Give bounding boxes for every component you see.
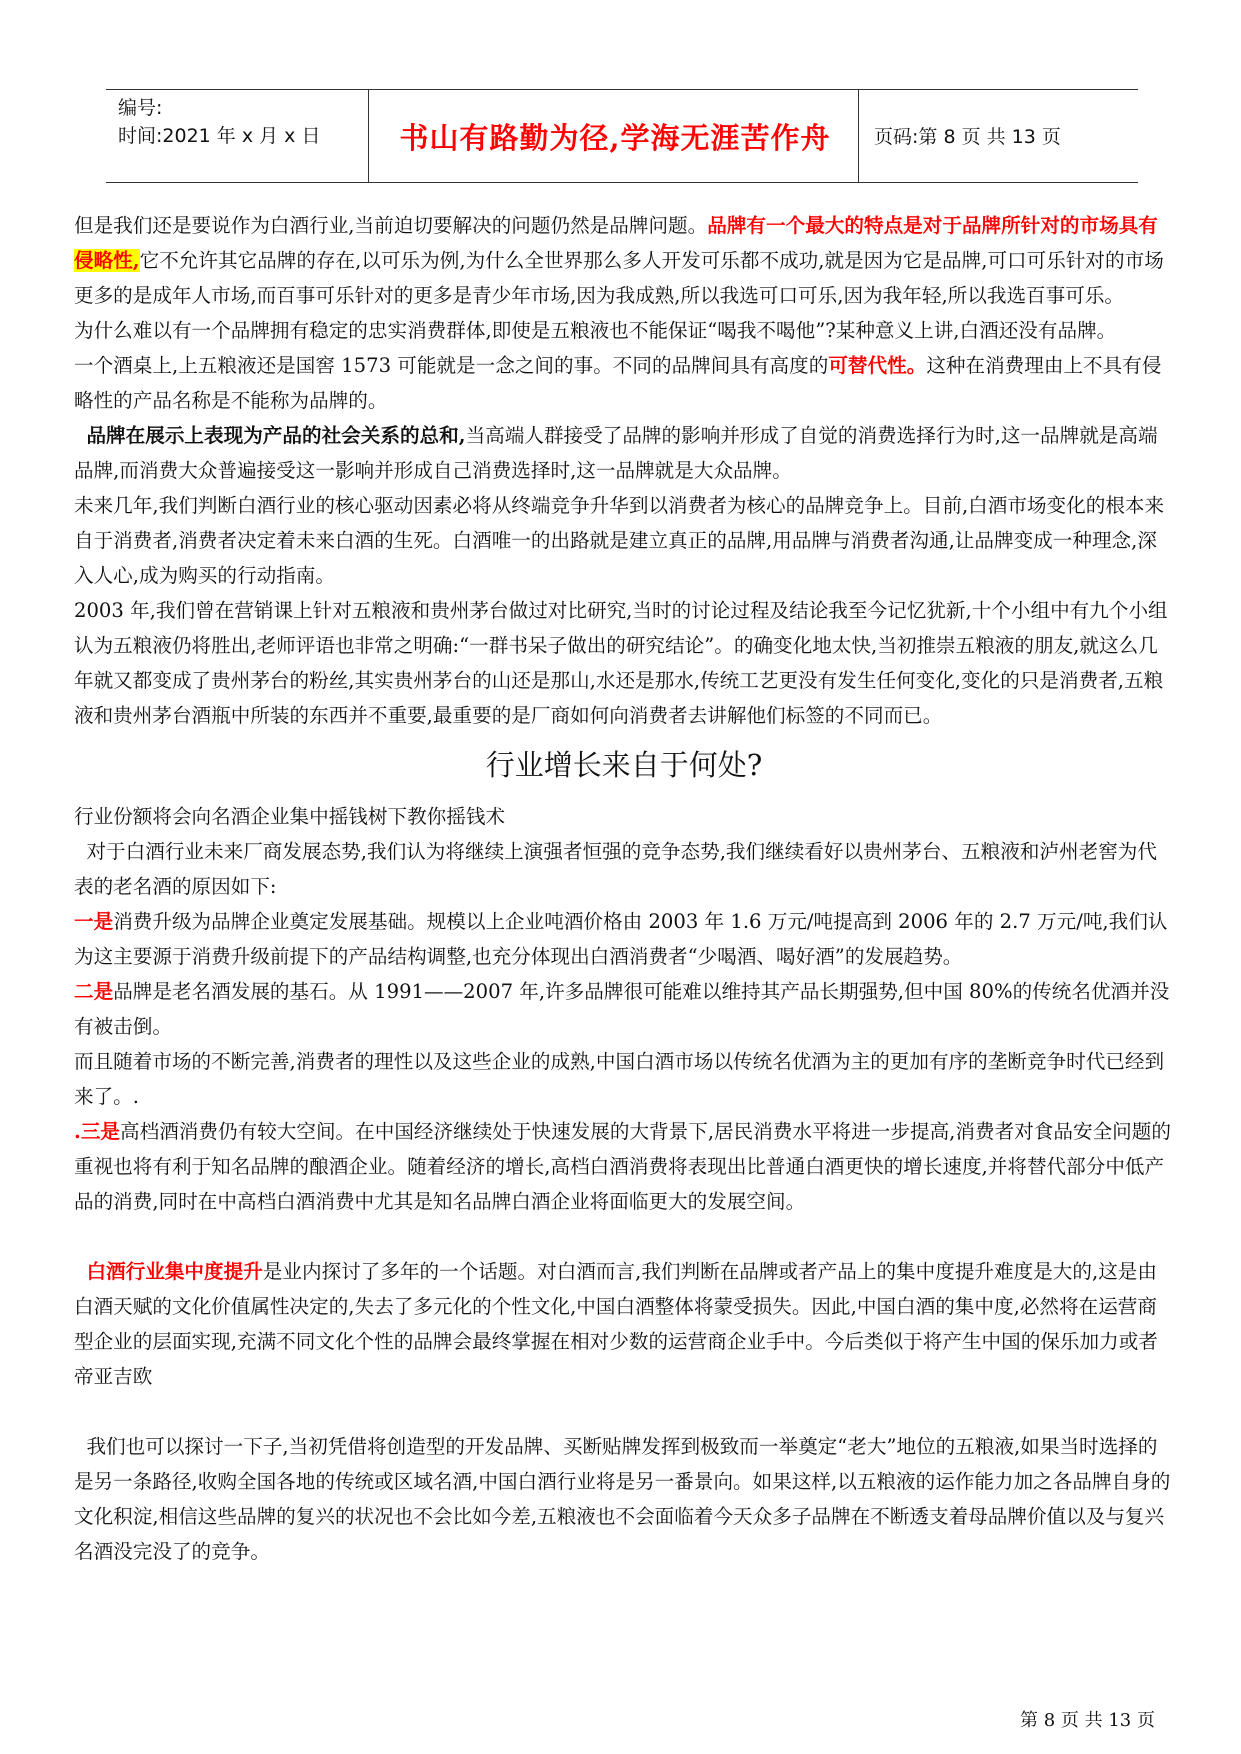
paragraph [74, 904, 1174, 974]
bold-text: 品牌在展示上表现为产品的社会关系的总和, [86, 424, 466, 447]
spacer [74, 1394, 1174, 1429]
text: 这种在消费理由上不具有侵略性的产品名称是不能称为品牌的。 [74, 354, 1162, 412]
section-heading: 行业增长来自于何处? [485, 748, 763, 782]
paragraph: 未来几年,我们判断白酒行业的核心驱动因素必将从终端竞争升华到以消费者为核心的品牌竞争上。目前,白酒市场变化的根本来自于消费者,消费者决定着未来白酒的生死。白酒唯一的出路就是建立真正的品牌,用品牌与消费者沟通,让品牌变成一种理念,深入人心,成为购买的行动指南。 [74, 494, 1165, 587]
spacer [74, 1219, 1174, 1254]
emphasis-text: 可替代性。 [828, 354, 927, 377]
text: 是业内探讨了多年的一个话题。对白酒而言,我们判断在品牌或者产品上的集中度提升难度是大的,这是由白酒天赋的文化价值属性决定的,失去了多元化的个性文化,中国白酒整体将蒙受损失。因此,中国白酒的集中度,必然将在运营商型企业的层面实现,充满不同文化个性的品牌会最终掌握在相对少数的运营商企业手中。今后类似于将产生中国的保乐加力或者帝亚吉欧 [74, 1260, 1158, 1388]
header-divider [368, 90, 369, 182]
document-body [74, 208, 1174, 1569]
highlighted-text: 侵略性, [74, 249, 140, 272]
text: 一个酒桌上,上五粮液还是国窖 1573 可能就是一念之间的事。不同的品牌间具有高度的 [74, 354, 829, 377]
text: 它不允许其它品牌的存在,以可乐为例,为什么全世界那么多人开发可乐都不成功,就是因为它是品牌,可口可乐针对的市场更多的是成年人市场,而百事可乐针对的更多是青少年市场,因为我成熟,所以我选可口可乐,因为我年轻,所以我选百事可乐。 [74, 249, 1164, 307]
paragraph [74, 974, 1174, 1044]
text: 品牌是老名酒发展的基石。从 1991——2007 年,许多品牌很可能难以维持其产品长期强势,但中国 80%的传统名优酒并没有被击倒。 [74, 980, 1170, 1038]
document-number-label: 编号: [118, 97, 163, 119]
page-footer: 第 8 页 共 13 页 [1020, 1710, 1155, 1731]
emphasis-text: 白酒行业集中度提升 [86, 1260, 263, 1283]
text: 对于白酒行业未来厂商发展态势,我们认为将继续上演强者恒强的竞争态势,我们继续看好以贵州茅台、五粮液和泸州老窖为代表的老名酒的原因如下: [74, 840, 1157, 898]
header-meta [118, 94, 320, 150]
header-page-info: 页码:第 8 页 共 13 页 [874, 126, 1061, 148]
emphasis-text: .三是 [74, 1120, 121, 1143]
paragraph [74, 348, 1174, 418]
paragraph [74, 1254, 1174, 1394]
paragraph [74, 1429, 1174, 1569]
paragraph: 行业份额将会向名酒企业集中摇钱树下教你摇钱术 [74, 805, 506, 828]
text: 消费升级为品牌企业奠定发展基础。规模以上企业吨酒价格由 2003 年 1.6 万元/吨提高到 2006 年的 2.7 万元/吨,我们认为这主要源于消费升级前提下的产品结构调整,也充分体现出白酒消费者“少喝酒、喝好酒”的发展趋势。 [74, 910, 1168, 968]
paragraph: 2003 年,我们曾在营销课上针对五粮液和贵州茅台做过对比研究,当时的讨论过程及结论我至今记忆犹新,十个小组中有九个小组认为五粮液仍将胜出,老师评语也非常之明确:“一群书呆子做出的研究结论”。的确变化地太快,当初推崇五粮液的朋友,就这么几年就又都变成了贵州茅台的粉丝,其实贵州茅台的山还是那山,水还是那水,传统工艺更没有发生任何变化,变化的只是消费者,五粮液和贵州茅台酒瓶中所装的东西并不重要,最重要的是厂商如何向消费者去讲解他们标签的不同而已。 [74, 599, 1168, 727]
text: 我们也可以探讨一下子,当初凭借将创造型的开发品牌、买断贴牌发挥到极致而一举奠定“老大”地位的五粮液,如果当时选择的是另一条路径,收购全国各地的传统或区域名酒,中国白酒行业将是另一番景向。如果这样,以五粮液的运作能力加之各品牌自身的文化积淀,相信这些品牌的复兴的状况也不会比如今差,五粮液也不会面临着今天众多子品牌在不断透支着母品牌价值以及与复兴名酒没完没了的竞争。 [74, 1435, 1171, 1563]
emphasis-text: 二是 [74, 980, 114, 1003]
paragraph [74, 1114, 1174, 1219]
paragraph [74, 834, 1174, 904]
paragraph [74, 208, 1174, 313]
document-time-label: 时间:2021 年 x 月 x 日 [118, 125, 321, 147]
page-header [106, 89, 1138, 183]
paragraph: 而且随着市场的不断完善,消费者的理性以及这些企业的成熟,中国白酒市场以传统名优酒为主的更加有序的垄断竞争时代已经到来了。. [74, 1050, 1165, 1108]
text: 但是我们还是要说作为白酒行业,当前迫切要解决的问题仍然是品牌问题。 [74, 214, 708, 237]
text: 当高端人群接受了品牌的影响并形成了自觉的消费选择行为时,这一品牌就是高端品牌,而消费大众普遍接受这一影响并形成自己消费选择时,这一品牌就是大众品牌。 [74, 424, 1158, 482]
header-motto: 书山有路勤为径,学海无涯苦作舟 [399, 121, 831, 155]
header-divider [858, 90, 859, 182]
paragraph: 为什么难以有一个品牌拥有稳定的忠实消费群体,即使是五粮液也不能保证“喝我不喝他”?某种意义上讲,白酒还没有品牌。 [74, 319, 1117, 342]
emphasis-text: 一是 [74, 910, 114, 933]
text: 高档酒消费仍有较大空间。在中国经济继续处于快速发展的大背景下,居民消费水平将进一步提高,消费者对食品安全问题的重视也将有利于知名品牌的酿酒企业。随着经济的增长,高档白酒消费将表现出比普通白酒更快的增长速度,并将替代部分中低产品的消费,同时在中高档白酒消费中尤其是知名品牌白酒企业将面临更大的发展空间。 [74, 1120, 1171, 1213]
emphasis-text: 品牌有一个最大的特点是对于品牌所针对的市场具有 [707, 214, 1158, 237]
paragraph [74, 418, 1174, 488]
